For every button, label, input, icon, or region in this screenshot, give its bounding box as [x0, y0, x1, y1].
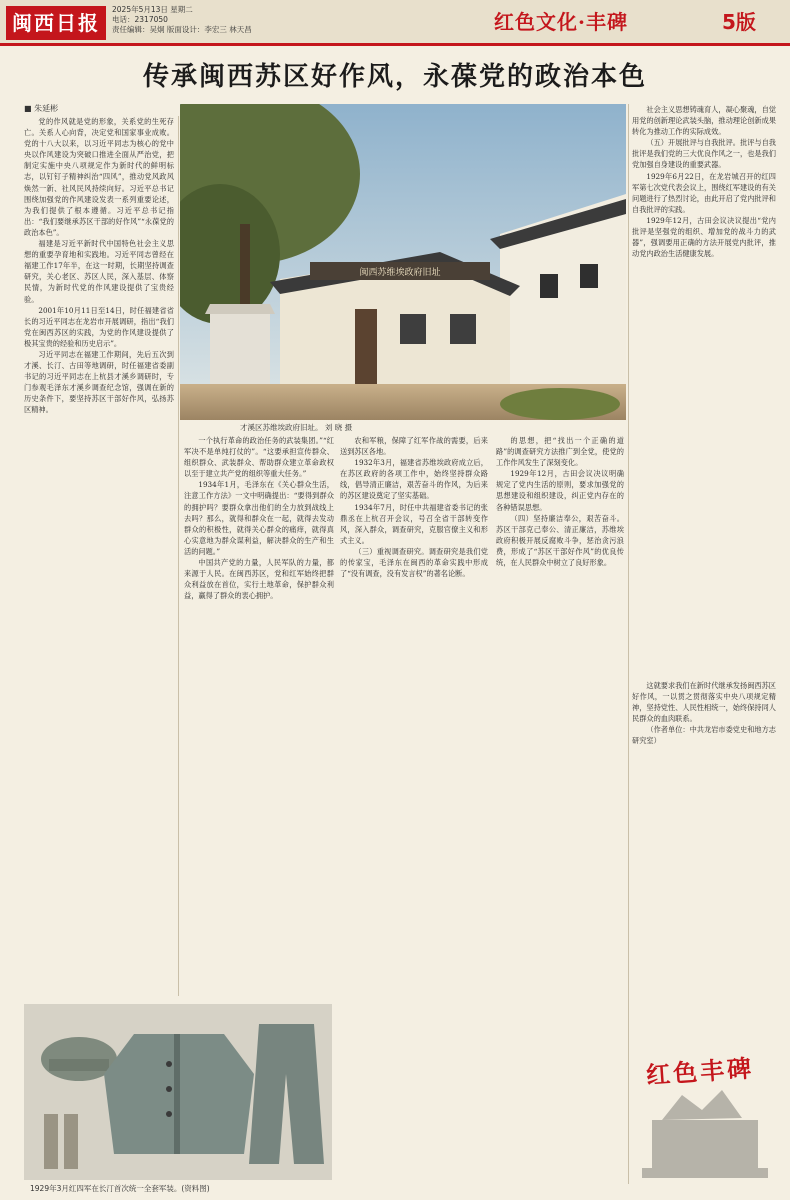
- article-column-5: [632, 104, 776, 674]
- paragraph: 一个执行革命的政治任务的武装集团。”“红军决不是单纯打仗的”。“这要承担宣传群众、组织群众、武装群众、帮助群众建立革命政权以至于建立共产党的组织等重大任务。”: [184, 436, 334, 479]
- paragraph: 福建是习近平新时代中国特色社会主义思想的重要孕育地和实践地。习近平同志曾经在福建工作17年半，在这一时期，长期坚持调查研究，关心老区、苏区人民，深入基层、体察民情，为新时代党的作风建设提供了宝贵经验。: [24, 239, 174, 304]
- paragraph: 这就要求我们在新时代继承发扬闽西苏区好作风，一以贯之贯彻落实中央八项规定精神，坚持党性、人民性相统一，始终保持同人民群众的血肉联系。: [632, 681, 776, 724]
- paragraph: 社会主义思想铸魂育人，凝心聚魂，自觉用党的创新理论武装头脑，推动理论创新成果转化为推动工作的实际成效。: [632, 105, 776, 137]
- uniform-illustration: [24, 1004, 332, 1180]
- phone-number: 电话：2317050: [112, 15, 168, 24]
- article-column-2: [184, 435, 334, 995]
- newspaper-logo: 闽西日报: [6, 6, 106, 40]
- issue-meta: [112, 5, 252, 35]
- section-stamp: [632, 1040, 778, 1190]
- article-column-4: [496, 435, 624, 1195]
- paragraph: （三）重视调查研究。调查研究是我们党的传家宝，毛泽东在闽西的革命实践中形成了“没有调查，没有发言权”的著名论断。: [340, 546, 488, 579]
- article-author: ■ 朱延彬: [24, 104, 59, 113]
- paragraph: 1929年12月，古田会议决议明确规定了党内生活的原则，要求加强党的思想建设和组织建设，纠正党内存在的各种错误思想。: [496, 469, 624, 512]
- page-number: 5版: [722, 10, 756, 34]
- stamp-title: 红色丰碑: [645, 1053, 756, 1090]
- section-name: 红色文化·丰碑: [494, 10, 628, 34]
- paragraph: （五）开展批评与自我批评。批评与自我批评是我们党的三大优良作风之一，也是我们党加强自身建设的重要武器。: [632, 138, 776, 170]
- building-photo-illustration: [180, 104, 626, 420]
- article-headline: 传承闽西苏区好作风，永葆党的政治本色: [142, 62, 647, 92]
- article-column-6: [632, 680, 776, 1040]
- author-affiliation: （作者单位：中共龙岩市委党史和地方志研究室）: [632, 725, 776, 746]
- paragraph: 1934年7月，时任中共福建省委书记的张鼎丞在上杭召开会议，号召全省干部转变作风，深入群众，调查研究，克服官僚主义和形式主义。: [340, 502, 488, 545]
- photo-caption: 才溪区苏维埃政府旧址。 刘 晓 摄: [240, 423, 353, 432]
- uniform-photo-caption: 1929年3月红四军在长汀首次统一全套军装。(资料图): [30, 1184, 210, 1193]
- paragraph: 党的作风就是党的形象，关系党的生死存亡。关系人心向背，决定党和国家事业成败。党的十八大以来，以习近平同志为核心的党中央以作风建设为突破口推进全面从严治党，把制定实施中央八项规定作为新时代的鲜明标志，以钉钉子精神纠治“四风”，推动党风政风焕然一新、社风民风持续向好。习近平总书记围绕加强党的作风建设发表一系列重要论述，为我们提供了根本遵循。习近平总书记指出：“我们要继承苏区干部的好作风”“永葆党的政治本色”。: [24, 117, 174, 237]
- paragraph: 中国共产党的力量，人民军队的力量，都来源于人民。在闽西苏区，党和红军始终把群众利益放在首位，实行土地革命，保护群众利益，赢得了群众的衷心拥护。: [184, 558, 334, 601]
- paragraph: 1929年6月22日，在龙岩城召开的红四军第七次党代表会议上，围绕红军建设的有关问题进行了热烈讨论，由此开启了党内批评和自我批评的实践。: [632, 171, 776, 214]
- article-column-1: [24, 116, 174, 996]
- paragraph: 1934年1月，毛泽东在《关心群众生活，注意工作方法》一文中明确提出：“要得到群众的拥护吗？要群众拿出他们的全力放到战线上去吗？那么，就得和群众在一起，就得去发动群众的积极性，就得关心群众的痛痒，就得真心实意地为群众谋利益，解决群众的生产和生活的问题。”: [184, 480, 334, 556]
- paragraph: 1932年3月，福建省苏维埃政府成立后，在苏区政府的各项工作中，始终坚持群众路线，倡导清正廉洁，艰苦奋斗的作风，为后来的苏区建设奠定了坚实基础。: [340, 458, 488, 501]
- paragraph: 2001年10月11日至14日，时任福建省省长的习近平同志在龙岩市开展调研，指出“我们党在闽西苏区的实践，为党的作风建设提供了极其宝贵的经验和历史启示”。: [24, 305, 174, 348]
- column-divider: [178, 116, 179, 996]
- paragraph: （四）坚持廉洁奉公，艰苦奋斗。苏区干部克己奉公、清正廉洁，苏维埃政府积极开展反腐败斗争，惩治贪污浪费，形成了“苏区干部好作风”的优良传统，在人民群众中树立了良好形象。: [496, 513, 624, 568]
- masthead: [0, 0, 790, 46]
- main-photo: [180, 104, 626, 420]
- monument-silhouette-icon: [632, 1040, 778, 1190]
- uniform-photo: [24, 1004, 332, 1180]
- editors: 责任编辑：吴炯 版面设计：李宏三 林天昌: [112, 25, 252, 34]
- column-divider: [628, 104, 629, 1184]
- building-sign: 闽西苏维埃政府旧址: [359, 268, 441, 278]
- paragraph: 习近平同志在福建工作期间，先后五次到才溪、长汀、古田等地调研，时任福建省委副书记的习近平同志在上杭县才溪乡调研时，专门参观毛泽东才溪乡调查纪念馆，强调在新的历史条件下，要坚持苏区干部好作风，弘扬苏区精神。: [24, 349, 174, 415]
- issue-date: 2025年5月13日 星期二: [112, 5, 193, 14]
- paragraph: 的思想，把“找出一个正确的道路”的调查研究方法推广到全党，使党的工作作风发生了深刻变化。: [496, 436, 624, 468]
- paragraph: 农和军粮，保障了红军作战的需要，后来送到苏区各地。: [340, 436, 488, 457]
- paragraph: 1929年12月，古田会议决议提出“党内批评是坚强党的组织、增加党的战斗力的武器”，强调要用正确的方法开展党内批评，推动党内政治生活健康发展。: [632, 215, 776, 259]
- article-column-3: [340, 435, 488, 1195]
